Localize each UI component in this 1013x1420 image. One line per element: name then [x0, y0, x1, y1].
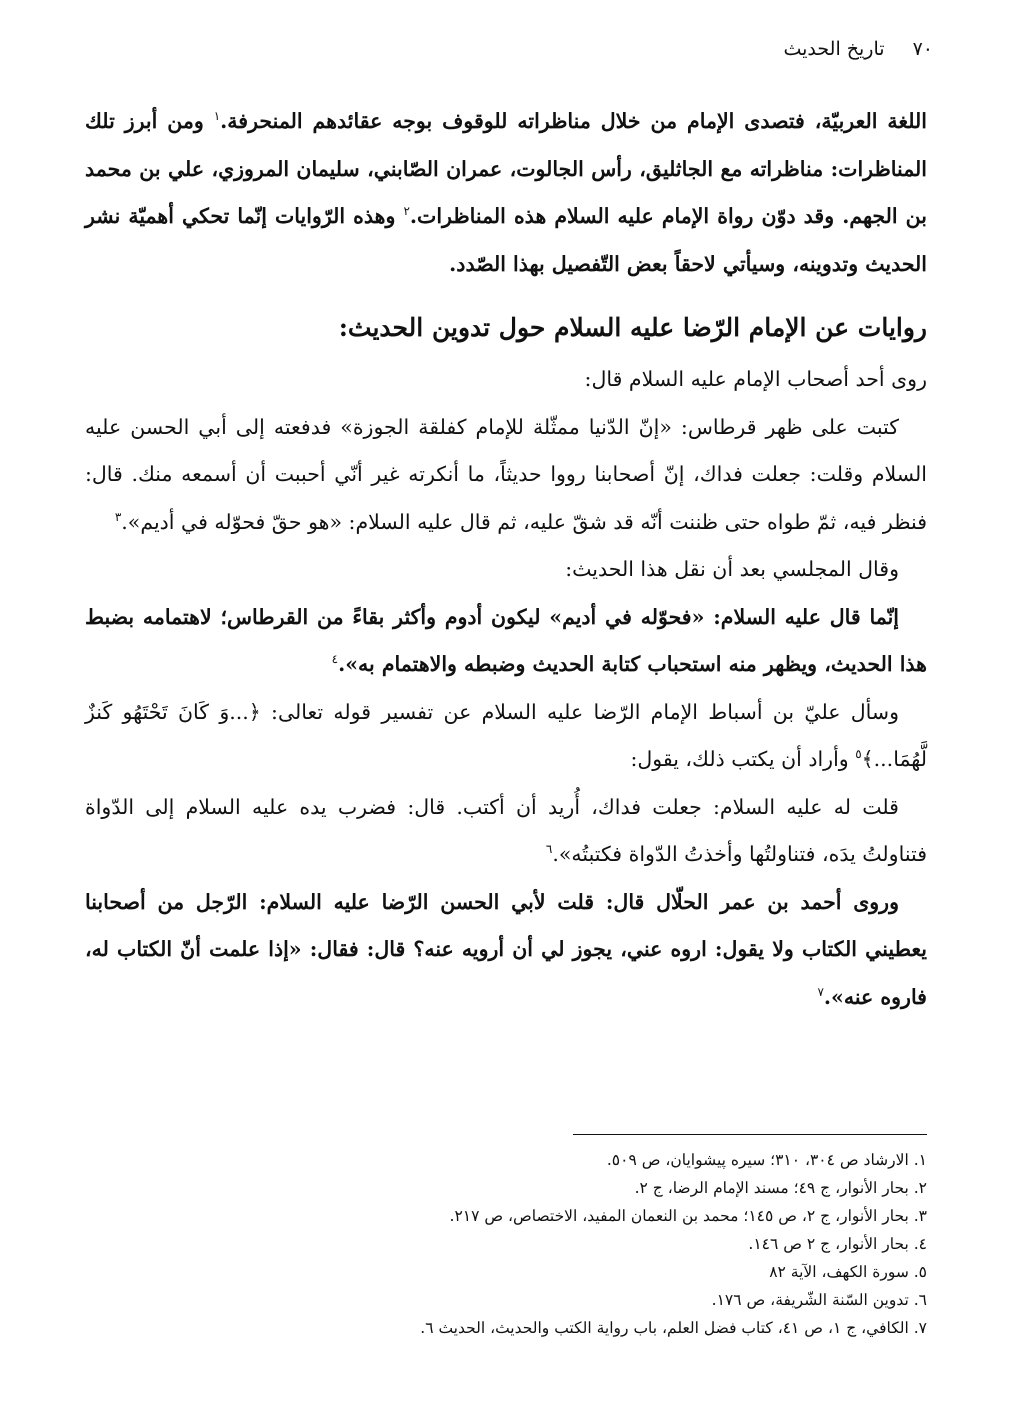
footnote-item: ٥. سورة الكهف، الآية ٨٢ — [769, 1263, 927, 1281]
footnote-ref-6: ٦ — [545, 842, 553, 857]
paragraph-ali-asbat — [85, 689, 927, 784]
footnotes — [85, 1146, 927, 1342]
running-title: تاريخ الحديث — [783, 38, 885, 60]
paragraph-intro-text-c: وهذه الرّوايات إنّما تحكي أهميّة نشر الحديث وتدوينه، وسيأتي لاحقاً بعض التّفصيل بهذا الصّدد. — [85, 204, 927, 276]
footnote-ref-5: ٥ — [855, 747, 862, 762]
majlisi-quote-text: إنّما قال عليه السلام: «فحوّله في أديم» ليكون أدوم وأكثر بقاءً من القرطاس؛ لاهتمامه بضبط هذا الحديث، ويظهر منه استحباب كتابة الحديث وضبطه والاهتمام به». — [85, 604, 927, 676]
paragraph-intro-text-b: ومن أبرز تلك المناظرات: مناظراته مع الجاثليق، رأس الجالوت، عمران الصّابني، سليمان المروزي، علي بن محمد بن الجهم. وقد دوّن رواة الإمام عليه السلام هذه المناظرات. — [85, 109, 927, 228]
footnote-item: ١. الارشاد ص ٣٠٤، ٣١٠؛ سيره پيشوايان، ص ٥٠٩. — [606, 1151, 927, 1169]
paragraph-majlisi-quote — [85, 594, 927, 689]
footnote-ref-4: ٤ — [331, 652, 339, 667]
paragraph-hadith-2 — [85, 784, 927, 879]
paragraph-narration-intro: روى أحد أصحاب الإمام عليه السلام قال: — [584, 367, 927, 391]
paragraph-hadith-1 — [85, 404, 927, 547]
running-header — [783, 38, 933, 60]
footnote-ref-3: ٣ — [114, 509, 122, 524]
body-text — [85, 98, 927, 1021]
hadith-1-text: كتبت على ظهر قرطاس: «إنّ الدّنيا ممثّلة للإمام كفلقة الجوزة» فدفعته إلى أبي الحسن عليه السلام وقلت: جعلت فداك، إنّ أصحابنا رووا حديثاً، ما أنكرته غير أنّي أحببت أن أسمعه منك. قال: فنظر فيه، ثمّ طواه حتى ظننت أنّه قد شقّ عليه، ثم قال عليه السلام: «هو حقّ فحوّله في أديم». — [85, 414, 927, 534]
footnote-item: ٢. بحار الأنوار، ج ٤٩؛ مسند الإمام الرضا، ج ٢. — [634, 1179, 927, 1197]
hadith-2-text: قلت له عليه السلام: جعلت فداك، أُريد أن أكتب. قال: فضرب يده عليه السلام إلى الدّواة فتناولتُ يدَه، فتناولتُها وأخذتُ الدّواة فكتبتُه». — [85, 794, 927, 866]
footnote-ref-1: ١ — [213, 109, 221, 124]
footnote-ref-7: ٧ — [817, 984, 824, 999]
footnote-item: ٦. تدوين السّنة الشّريفة، ص ١٧٦. — [711, 1291, 927, 1309]
footnote-item: ٣. بحار الأنوار، ج ٢، ص ١٤٥؛ محمد بن النعمان المفيد، الاختصاص، ص ٢١٧. — [449, 1207, 927, 1225]
footnote-item: ٤. بحار الأنوار، ج ٢ ص ١٤٦. — [748, 1235, 927, 1253]
footnote-item: ٧. الكافي، ج ١، ص ٤١، كتاب فضل العلم، باب رواية الكتب والحديث، الحديث ٦. — [420, 1319, 927, 1337]
ali-asbat-text-b: وأراد أن يكتب ذلك، يقول: — [630, 747, 856, 771]
paragraph-intro — [85, 98, 927, 288]
paragraph-hadith-3 — [85, 879, 927, 1022]
footnote-ref-2: ٢ — [403, 204, 410, 219]
section-heading: روايات عن الإمام الرّضا عليه السلام حول تدوين الحديث: — [338, 313, 927, 342]
page-number: ٧٠ — [912, 38, 933, 60]
ali-asbat-text-a: وسأل عليّ بن أسباط الإمام الرّضا عليه السلام عن تفسير قوله تعالى: ﴿...وَ كَانَ تَحْتَهُو كَنزٌ لَّهُمَا...﴾ — [85, 699, 927, 771]
paragraph-intro-text-a: اللغة العربيّة، فتصدى الإمام من خلال مناظراته للوقوف بوجه عقائدهم المنحرفة. — [220, 109, 927, 133]
paragraph-majlisi-intro: وقال المجلسي بعد أن نقل هذا الحديث: — [565, 557, 899, 581]
hadith-3-text: وروى أحمد بن عمر الحلّال قال: قلت لأبي الحسن الرّضا عليه السلام: الرّجل من أصحابنا يعطيني الكتاب ولا يقول: اروه عني، يجوز لي أن أرويه عنه؟ قال: فقال: «إذا علمت أنّ الكتاب له، فاروه عنه». — [85, 889, 927, 1009]
footnote-separator — [573, 1134, 927, 1135]
